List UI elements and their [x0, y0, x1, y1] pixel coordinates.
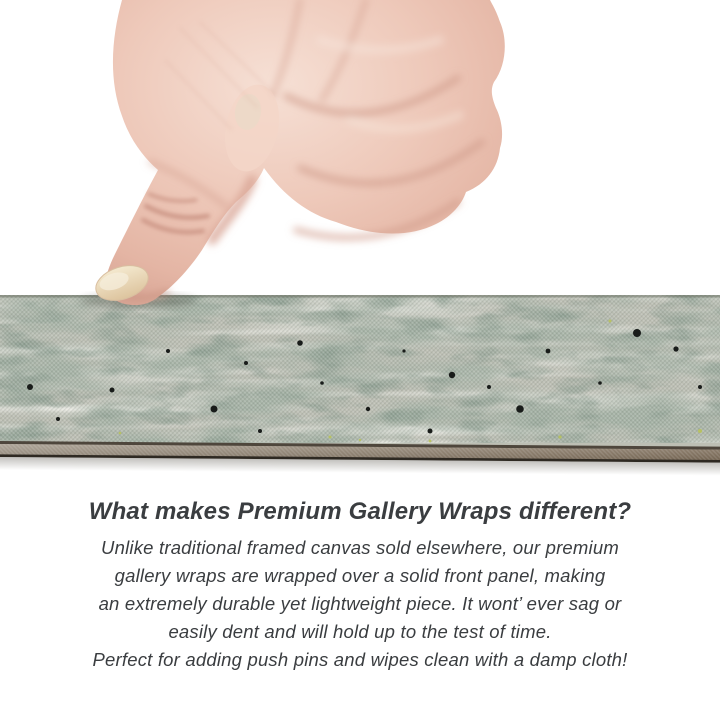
fist-silhouette [106, 0, 505, 305]
hand-pressing-canvas-photo [0, 0, 720, 314]
body-line: Perfect for adding push pins and wipes clean with a damp cloth! [92, 649, 628, 670]
headline: What makes Premium Gallery Wraps different? [88, 498, 632, 525]
body-line: easily dent and will hold up to the test of time. [168, 621, 552, 642]
canvas-face [0, 295, 720, 453]
body-line: an extremely durable yet lightweight piece. It wont’ ever sag or [98, 593, 622, 614]
body-line: gallery wraps are wrapped over a solid front panel, making [114, 565, 606, 586]
body-line: Unlike traditional framed canvas sold elsewhere, our premium [101, 537, 619, 558]
marketing-copy [0, 497, 720, 674]
canvas-fold-edge [0, 441, 720, 476]
canvas-edge-photo [0, 291, 720, 483]
